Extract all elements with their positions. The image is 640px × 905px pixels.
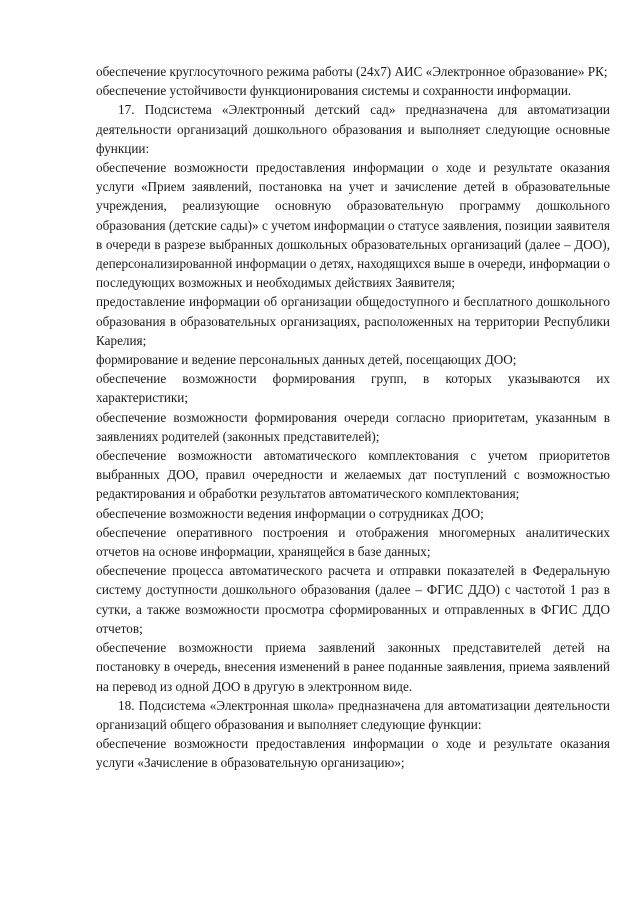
paragraph-section-17: 17. Подсистема «Электронный детский сад» предназначена для автоматизации деятельности организаций дошкольного образования и выполняет следующие основные функции: [96, 102, 610, 156]
paragraph: обеспечение возможности предоставления информации о ходе и результате оказания услуги «Прием заявлений, постановка на учет и зачисление детей в образовательные учреждения, реализующие основную образовательную программу дошкольного образования (детские сады)» с учетом информации о статусе заявления, позиции заявителя в очереди в разрезе выбранных дошкольных образовательных организаций (далее – ДОО), деперсонализированной информации о детях, находящихся выше в очереди, информации о последующих возможных и необходимых действиях Заявителя; [96, 160, 610, 291]
paragraph: обеспечение процесса автоматического расчета и отправки показателей в Федеральную систему доступности дошкольного образования (далее – ФГИС ДДО) с частотой 1 раз в сутки, а также возможности просмотра сформированных и отправленных в ФГИС ДДО отчетов; [96, 563, 610, 636]
paragraph-section-18: 18. Подсистема «Электронная школа» предназначена для автоматизации деятельности организаций общего образования и выполняет следующие функции: [96, 697, 610, 732]
document-page [96, 62, 610, 773]
paragraph: обеспечение возможности ведения информации о сотрудниках ДОО; [96, 505, 484, 521]
paragraph: обеспечение оперативного построения и отображения многомерных аналитических отчетов на основе информации, хранящейся в базе данных; [96, 524, 610, 560]
paragraph: обеспечение возможности приема заявлений законных представителей детей на постановку в очередь, внесения изменений в ранее поданные заявления, приема заявлений на перевод из одной ДОО в другую в электронном виде. [96, 640, 610, 694]
paragraph: обеспечение устойчивости функционирования системы и сохранности информации. [96, 83, 572, 99]
paragraph: обеспечение возможности предоставления информации о ходе и результате оказания услуги «Зачисление в образовательную организацию»; [96, 736, 610, 771]
paragraph: предоставление информации об организации общедоступного и бесплатного дошкольного образования в образовательных организациях, расположенных на территории Республики Карелия; [96, 294, 610, 348]
paragraph: обеспечение возможности формирования очереди согласно приоритетам, указанным в заявлениях родителей (законных представителей); [96, 409, 610, 444]
paragraph: обеспечение круглосуточного режима работы (24x7) АИС «Электронное образование» РК; [96, 64, 608, 79]
paragraph: обеспечение возможности автоматического комплектования с учетом приоритетов выбранных ДОО, правил очередности и желаемых дат поступлений с возможностью редактирования и обработки результатов автоматического комплектования; [96, 448, 610, 502]
paragraph: обеспечение возможности формирования групп, в которых указываются их характеристики; [96, 371, 610, 406]
paragraph: формирование и ведение персональных данных детей, посещающих ДОО; [96, 352, 517, 368]
